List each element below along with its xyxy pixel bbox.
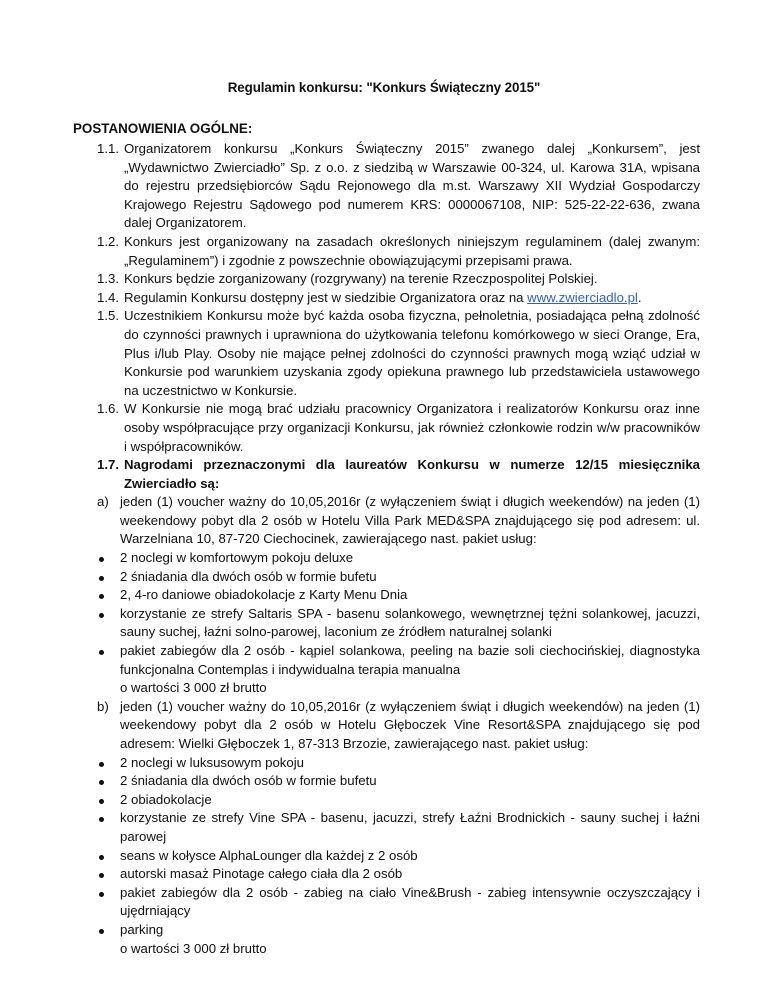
list-item (0, 568, 700, 587)
list-item-text: 2 śniadania dla dwóch osób w formie bufetu (120, 773, 377, 789)
bullet-icon (99, 557, 104, 562)
section-heading: POSTANOWIENIA OGÓLNE: (73, 121, 253, 136)
list-item-text: 2, 4-ro daniowe obiadokolacje z Karty Menu Dnia (120, 587, 408, 603)
clause-1-7 (0, 456, 700, 493)
prize-a (0, 493, 700, 549)
list-item (0, 549, 700, 568)
bullet-icon (99, 799, 104, 804)
document-body (0, 140, 768, 958)
clause-text: Konkurs jest organizowany na zasadach określonych niniejszym regulaminem (dalej zwanym: „Regulaminem”) i zgodnie z powszechnie obowiązującymi przepisami prawa. (124, 233, 700, 268)
prize-description: jeden (1) voucher ważny do 10,05,2016r (z wyłączeniem świąt i długich weekendów) na jeden (1) weekendowy pobyt dla 2 osób w Hotelu Głęboczek Vine Resort&SPA znajdującego się pod adresem: Wielki Głęboczek 1, 87-313 Brzozie, zawierającego nast. pakiet usług: (120, 698, 700, 751)
bullet-icon (99, 892, 104, 897)
clause-1-1 (0, 140, 700, 233)
clause-number: 1.5. (97, 308, 119, 324)
bullet-icon (99, 576, 104, 581)
clause-number: 1.4. (97, 289, 119, 305)
bullet-icon (99, 594, 104, 599)
clause-1-4 (0, 289, 700, 308)
prize-value: o wartości 3 000 zł brutto (120, 680, 267, 696)
bullet-icon (99, 855, 104, 860)
prize-letter: b) (97, 698, 109, 714)
list-item-text: 2 noclegi w komfortowym pokoju deluxe (120, 550, 354, 566)
bullet-icon (99, 762, 104, 767)
list-item-text: seans w kołysce AlphaLounger dla każdej z 2 osób (120, 847, 418, 863)
list-item-text: 2 śniadania dla dwóch osób w formie bufetu (120, 568, 377, 584)
clause-number: 1.1. (97, 141, 119, 156)
bullet-icon (99, 873, 104, 878)
website-link[interactable]: www.zwierciadlo.pl (527, 289, 638, 305)
clause-number: 1.3. (97, 271, 119, 287)
list-item (0, 772, 700, 791)
prize-b (0, 698, 700, 754)
list-item-text: 2 obiadokolacje (120, 791, 212, 807)
bullet-icon (99, 817, 104, 822)
list-item-text: pakiet zabiegów dla 2 osób - zabieg na ciało Vine&Brush - zabieg intensywnie oczyszczający i ujędrniający (120, 884, 700, 919)
bullet-icon (99, 929, 104, 934)
list-item (0, 642, 700, 679)
clause-number: 1.2. (97, 233, 119, 249)
clause-1-3 (0, 270, 700, 289)
list-item-text: autorski masaż Pinotage całego ciała dla 2 osób (120, 866, 403, 882)
document-title: Regulamin konkursu: "Konkurs Świąteczny 2015" (227, 80, 541, 95)
list-item (0, 809, 700, 846)
bullet-icon (99, 780, 104, 785)
bullet-icon (99, 650, 104, 655)
prize-description: jeden (1) voucher ważny do 10,05,2016r (z wyłączeniem świąt i długich weekendów) na jeden (1) weekendowy pobyt dla 2 osób w Hotelu Villa Park MED&SPA znajdującego się pod adresem: ul. Warzelniana 10, 87-720 Ciechocinek, zawierającego nast. pakiet usług: (120, 494, 700, 547)
clause-text-end: . (637, 289, 642, 305)
list-item (0, 847, 700, 866)
clause-text: W Konkursie nie mogą brać udziału pracownicy Organizatora i realizatorów Konkursu oraz inne osoby współpracujące przy organizacji Konkursu, jak również członkowie rodzin w/w pracowników i współpracowników. (124, 401, 700, 454)
clause-text: Uczestnikiem Konkursu może być każda osoba fizyczna, pełnoletnia, posiadająca pełną zdolność do czynności prawnych i uprawniona do użytkowania telefonu komórkowego w sieci Orange, Era, Plus i/lub Play. Osoby nie mające pełnej zdolności do czynności prawnych mogą wziąć udział w Konkursie pod warunkiem uzyskania zgody opiekuna prawnego lub przedstawiciela ustawowego na uczestnictwo w Konkursie. (124, 308, 700, 398)
clause-text: Regulamin Konkursu dostępny jest w siedzibie Organizatora oraz na (124, 289, 528, 305)
bullet-icon (99, 613, 104, 618)
list-item (0, 586, 700, 605)
clause-1-6 (0, 400, 700, 456)
list-item (0, 921, 700, 940)
list-item (0, 754, 700, 773)
list-item-text: korzystanie ze strefy Saltaris SPA - basenu solankowego, wewnętrznej tężni solankowej, jacuzzi, sauny suchej, łaźni solno-parowej, laconium ze źródłem naturalnej solanki (120, 605, 700, 640)
list-item-text: pakiet zabiegów dla 2 osób - kąpiel solankowa, peeling na bazie soli ciechocińskiej, diagnostyka funkcjonalna Contemplas i indywidualna terapia manualna (120, 643, 700, 677)
clause-1-2 (0, 233, 700, 270)
list-item (0, 605, 700, 642)
list-item-text: parking (120, 921, 164, 937)
list-item (0, 865, 700, 884)
clause-text: Konkurs będzie zorganizowany (rozgrywany) na terenie Rzeczpospolitej Polskiej. (124, 271, 598, 287)
prize-value: o wartości 3 000 zł brutto (120, 940, 267, 956)
clause-number: 1.7. (97, 457, 119, 473)
list-item (0, 791, 700, 810)
list-item (0, 884, 700, 921)
clause-text: Nagrodami przeznaczonymi dla laureatów Konkursu w numerze 12/15 miesięcznika Zwierciadło są: (124, 457, 700, 491)
clause-number: 1.6. (97, 401, 119, 417)
list-item-text: 2 noclegi w luksusowym pokoju (120, 754, 304, 770)
prize-letter: a) (97, 494, 109, 510)
clause-text: Organizatorem konkursu „Konkurs Świąteczny 2015” zwanego dalej „Konkursem”, jest „Wydawnictwo Zwierciadło” Sp. z o.o. z siedzibą w Warszawie 00-324, ul. Karowa 31A, wpisana do rejestru przedsiębiorców Sądu Rejonowego dla m.st. Warszawy XII Wydział Gospodarczy Krajowego Rejestru Sądowego pod numerem KRS: 0000067108, NIP: 525-22-22-636, zwana dalej Organizatorem. (124, 141, 700, 231)
clause-1-5 (0, 307, 700, 400)
list-item-text: korzystanie ze strefy Vine SPA - basenu, jacuzzi, strefy Łaźni Brodnickich - sauny suchej i łaźni parowej (120, 810, 700, 844)
